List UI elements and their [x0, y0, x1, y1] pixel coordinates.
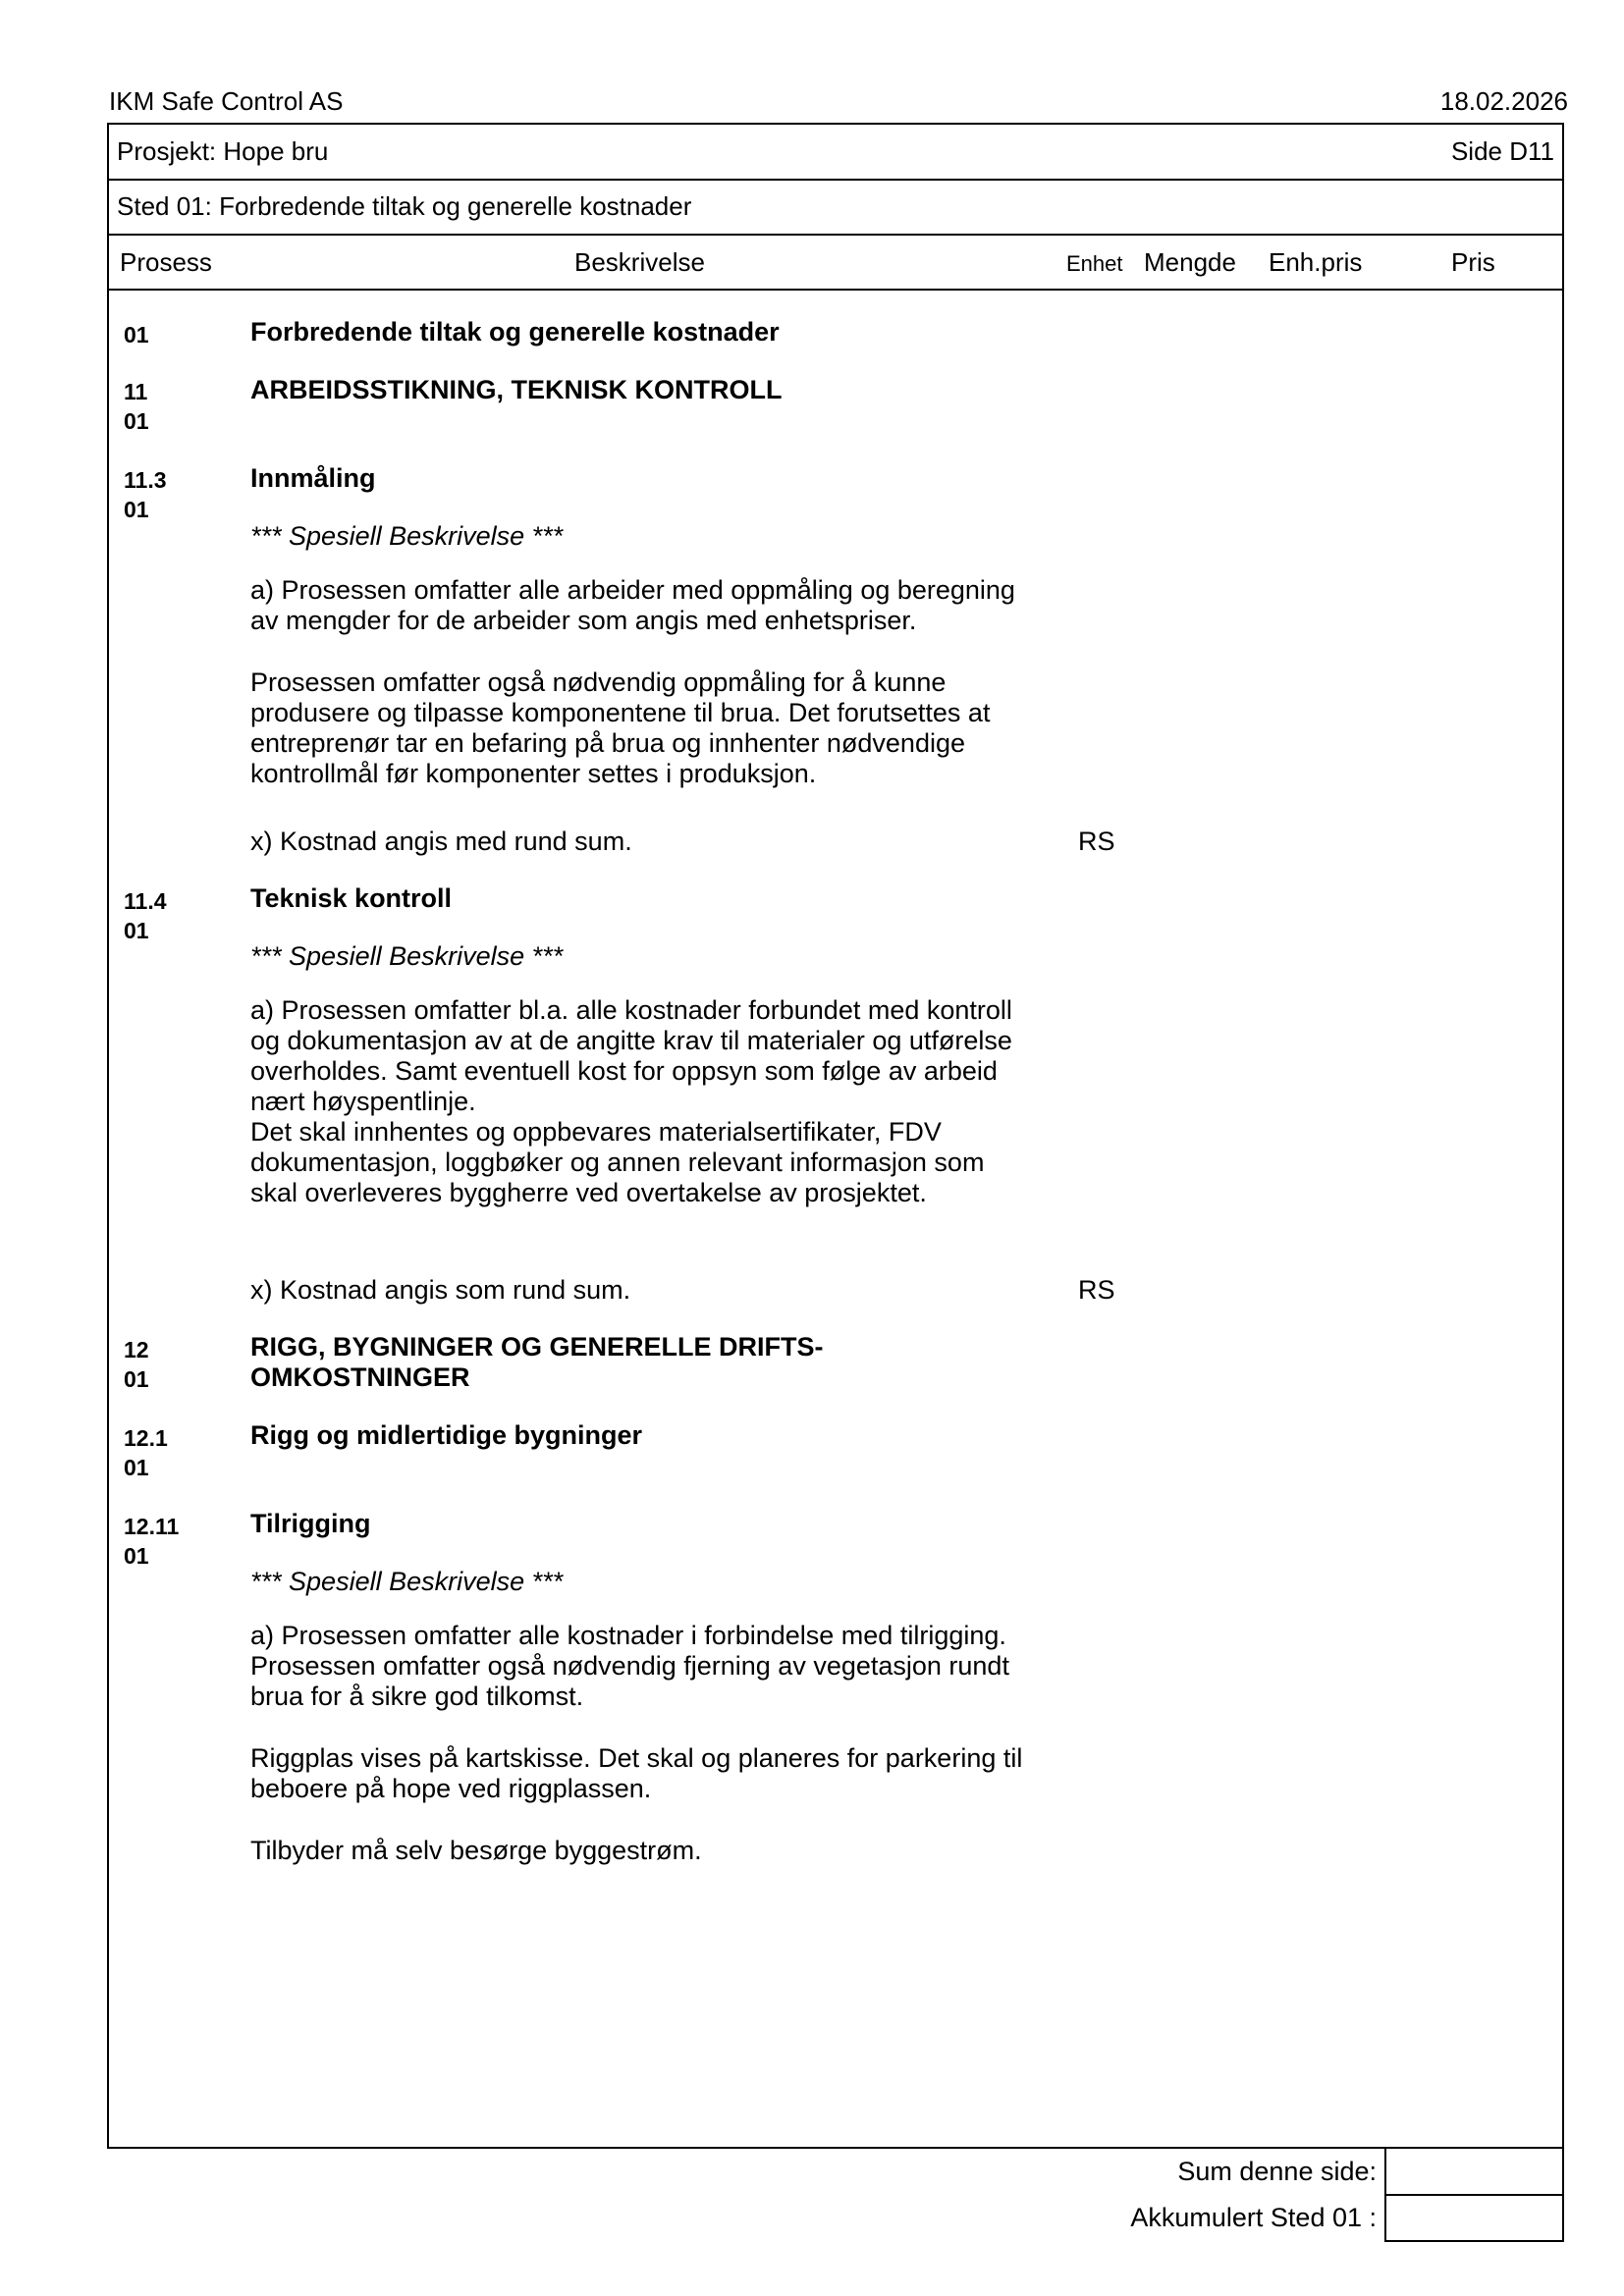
- description-paragraph: Riggplas vises på kartskisse. Det skal og planeres for parkering til beboere på hope ved riggplassen.: [250, 1743, 1023, 1803]
- process-code: 11 01: [124, 379, 149, 434]
- location-title: Sted 01: Forbredende tiltak og generelle kostnader: [117, 191, 692, 221]
- process-code: 12 01: [124, 1337, 149, 1392]
- document-frame: [107, 123, 1564, 2149]
- divider: [109, 289, 1562, 291]
- process-code: 12.11 01: [124, 1514, 180, 1569]
- item-heading: Tilrigging: [250, 1509, 371, 1538]
- special-description-label: *** Spesiell Beskrivelse ***: [250, 941, 564, 971]
- unit-value: RS: [1078, 827, 1115, 856]
- column-description: Beskrivelse: [574, 247, 705, 277]
- process-code: 12.1 01: [124, 1425, 168, 1480]
- cost-note: x) Kostnad angis som rund sum.: [250, 1275, 631, 1305]
- description-paragraph: a) Prosessen omfatter alle kostnader i forbindelse med tilrigging. Prosessen omfatter også nødvendig fjerning av vegetasjon rundt brua for å sikre god tilkomst.: [250, 1621, 1009, 1711]
- accumulated-label: Akkumulert Sted 01 :: [1130, 2203, 1377, 2232]
- divider: [109, 234, 1562, 236]
- item-heading: Forbredende tiltak og generelle kostnader: [250, 317, 780, 347]
- column-process: Prosess: [120, 247, 212, 277]
- process-code: 11.4 01: [124, 888, 167, 943]
- page-number: Side D11: [1450, 136, 1554, 166]
- item-heading: RIGG, BYGNINGER OG GENERELLE DRIFTS- OMKOSTNINGER: [250, 1332, 824, 1392]
- sum-page-field[interactable]: [1384, 2147, 1564, 2196]
- cost-note: x) Kostnad angis med rund sum.: [250, 827, 632, 856]
- document-date: 18.02.2026: [1439, 86, 1568, 116]
- item-heading: ARBEIDSSTIKNING, TEKNISK KONTROLL: [250, 375, 783, 404]
- project-title: Prosjekt: Hope bru: [117, 136, 329, 166]
- description-paragraph: a) Prosessen omfatter bl.a. alle kostnader forbundet med kontroll og dokumentasjon av at de angitte krav til materialer og utførelse overholdes. Samt eventuell kost for oppsyn som følge av arbeid nært høyspentlinje. Det skal innhentes og oppbevares materialsertifikater, FDV dokumentasjon, loggbøker og annen relevant informasjon som skal overleveres byggherre ved overtakelse av prosjektet.: [250, 995, 1012, 1207]
- description-paragraph: a) Prosessen omfatter alle arbeider med oppmåling og beregning av mengder for de arbeider som angis med enhetspriser.: [250, 575, 1015, 635]
- description-paragraph: Tilbyder må selv besørge byggestrøm.: [250, 1836, 702, 1865]
- company-name: IKM Safe Control AS: [109, 86, 344, 116]
- item-heading: Rigg og midlertidige bygninger: [250, 1420, 643, 1450]
- unit-value: RS: [1078, 1275, 1115, 1305]
- special-description-label: *** Spesiell Beskrivelse ***: [250, 521, 564, 551]
- accumulated-field[interactable]: [1384, 2194, 1564, 2242]
- divider: [109, 179, 1562, 181]
- column-quantity: Mengde: [1144, 247, 1236, 277]
- item-heading: Teknisk kontroll: [250, 883, 453, 913]
- column-unit-price: Enh.pris: [1269, 247, 1363, 277]
- column-unit: Enhet: [1066, 251, 1123, 276]
- process-code: 01: [124, 322, 149, 347]
- column-price: Pris: [1451, 247, 1495, 277]
- process-code: 11.3 01: [124, 467, 167, 522]
- sum-page-label: Sum denne side:: [1177, 2157, 1377, 2186]
- item-heading: Innmåling: [250, 463, 376, 493]
- special-description-label: *** Spesiell Beskrivelse ***: [250, 1567, 564, 1596]
- description-paragraph: Prosessen omfatter også nødvendig oppmåling for å kunne produsere og tilpasse komponentene til brua. Det forutsettes at entreprenør tar en befaring på brua og innhenter nødvendige kontrollmål før komponenter settes i produksjon.: [250, 667, 991, 788]
